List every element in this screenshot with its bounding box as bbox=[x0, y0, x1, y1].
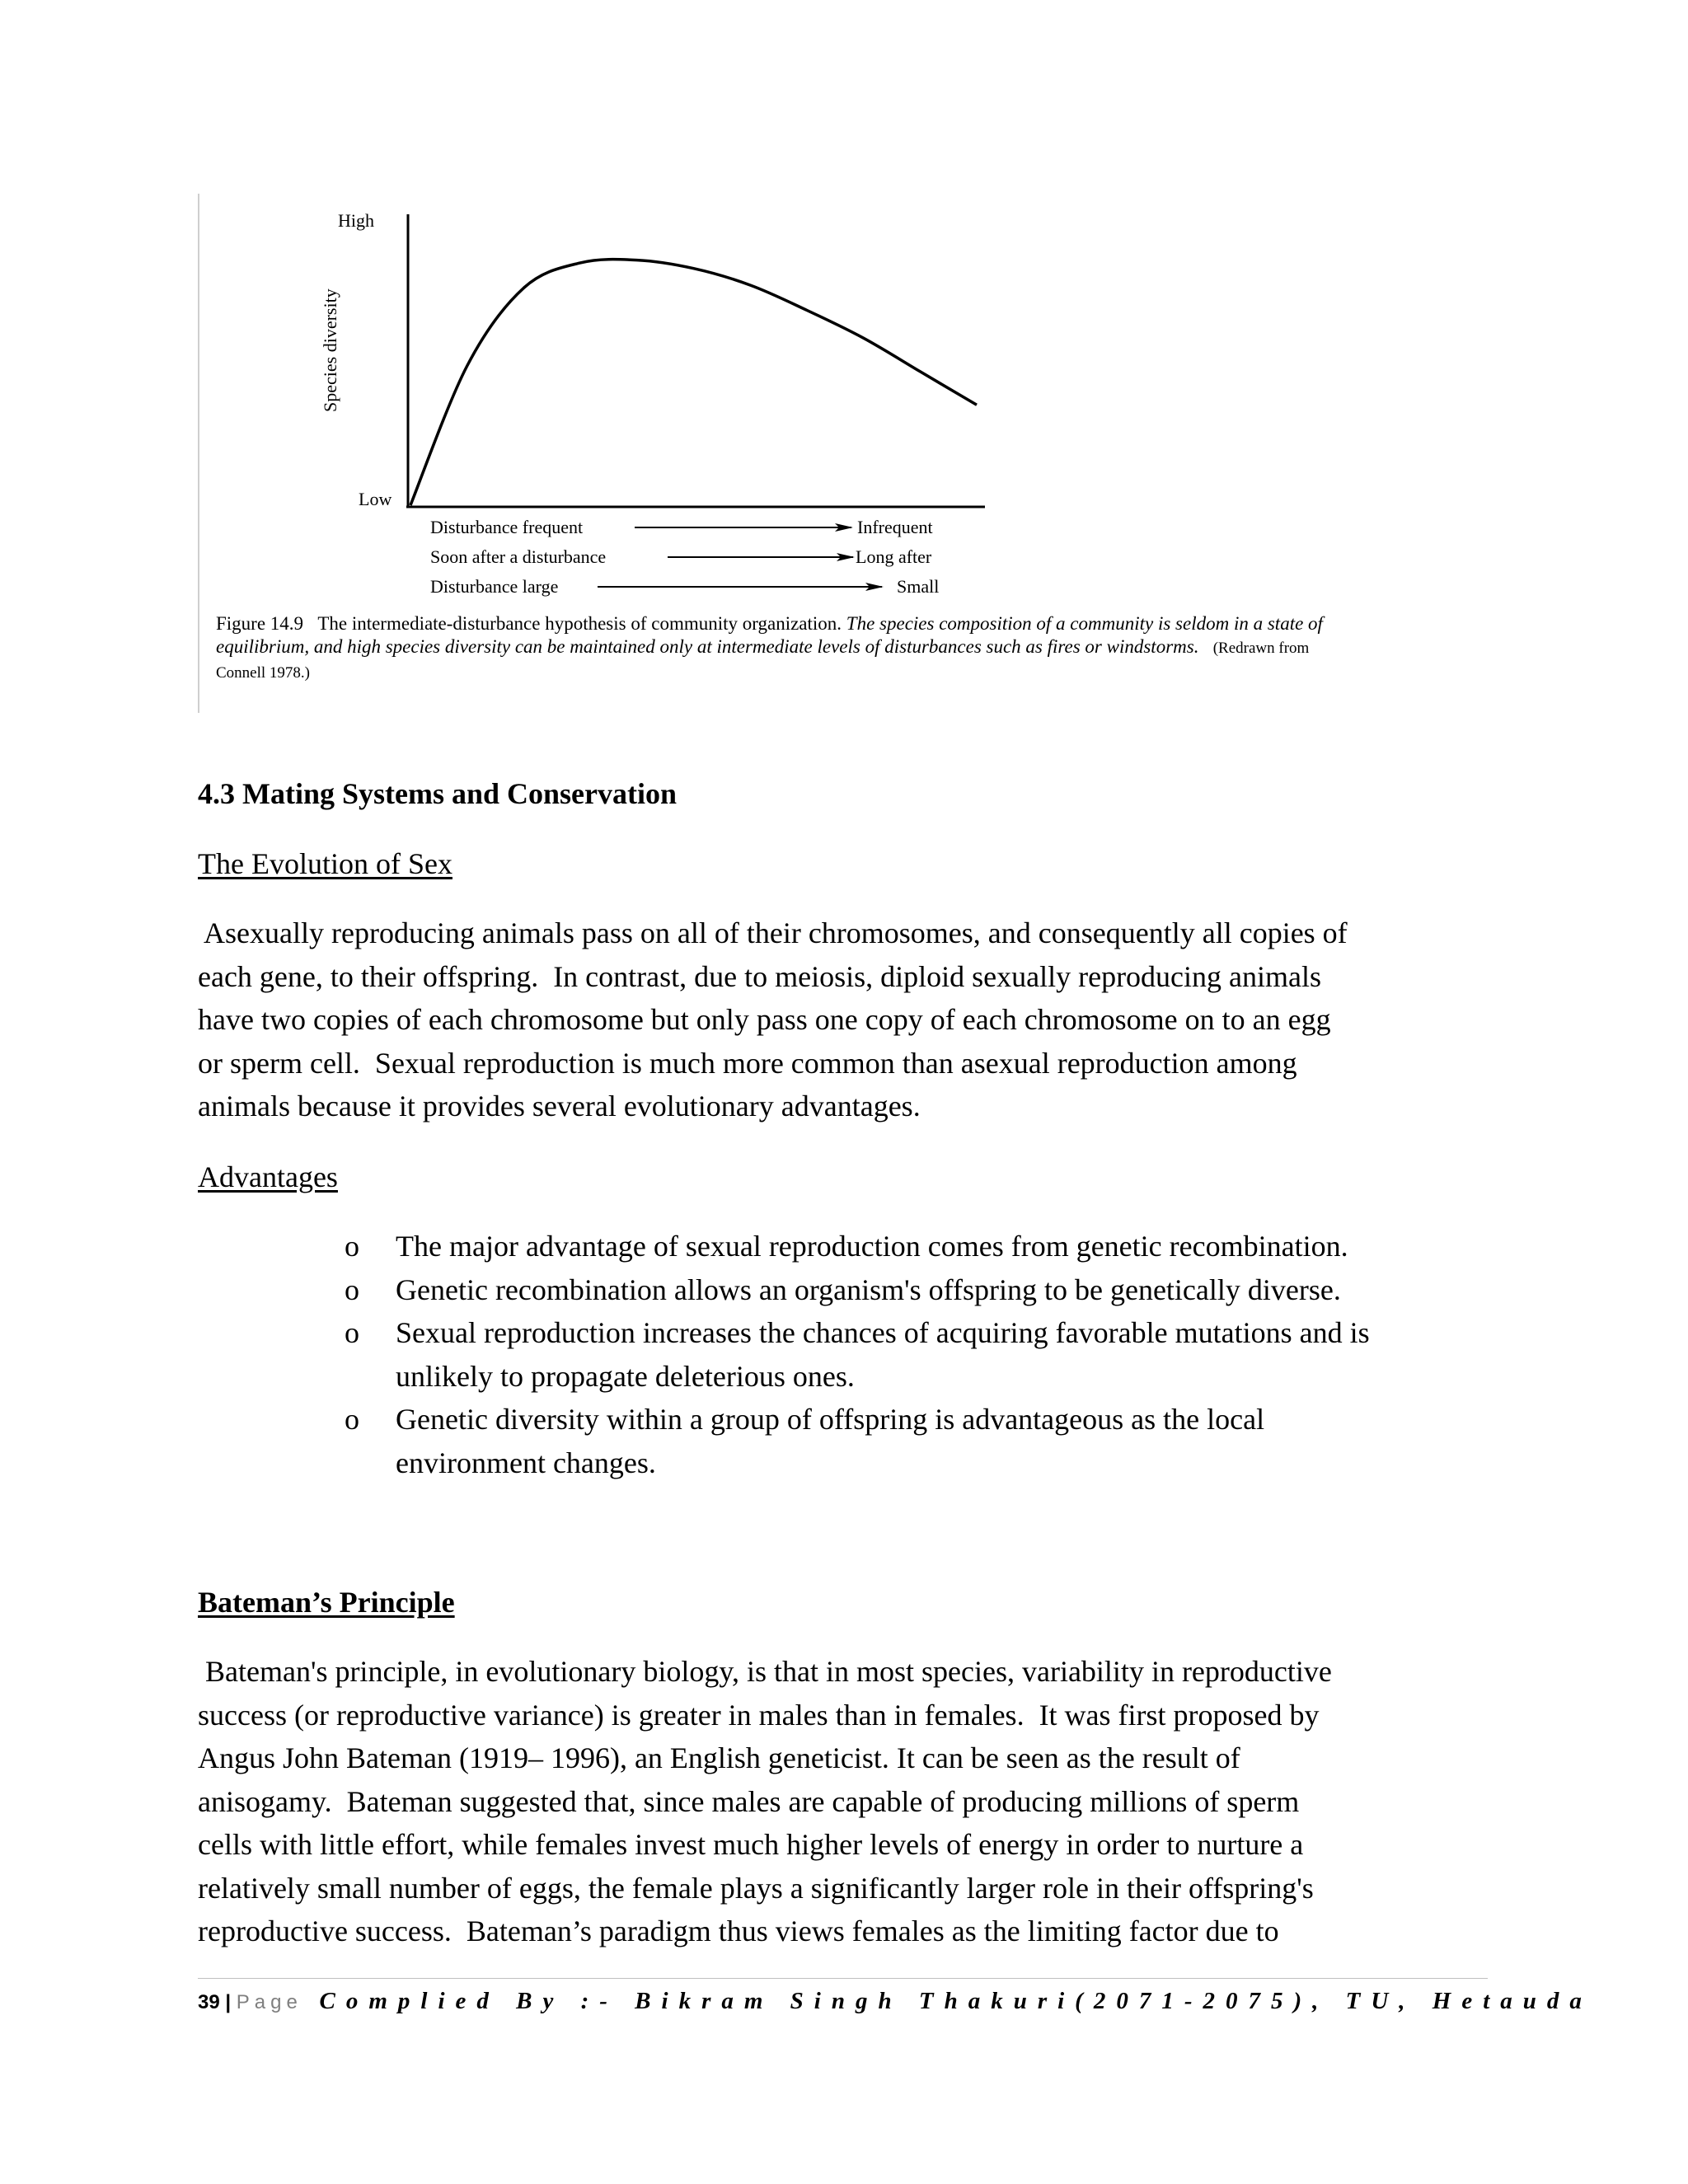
y-axis-title: Species diversity bbox=[320, 288, 340, 412]
footer-credit: Complied By :- Bikram Singh Thakuri(2071-2075), TU, Hetauda bbox=[319, 1988, 1592, 2014]
gradient-left-label: Disturbance large bbox=[430, 576, 559, 597]
evolution-line: each gene, to their offspring. In contrast, due to meiosis, diploid sexually reproducing animals bbox=[198, 959, 1322, 993]
bullet-marker: o bbox=[345, 1316, 359, 1349]
y-high-label: High bbox=[338, 210, 374, 231]
advantage-text: environment changes. bbox=[396, 1446, 656, 1479]
evolution-line: animals because it provides several evolutionary advantages. bbox=[198, 1090, 921, 1122]
bateman-line: success (or reproductive variance) is greater in males than in females. It was first proposed by bbox=[198, 1698, 1320, 1732]
gradient-left-label: Soon after a disturbance bbox=[430, 546, 607, 567]
advantage-item bbox=[345, 1268, 1498, 1312]
bateman-line: Angus John Bateman (1919– 1996), an English geneticist. It can be seen as the result of bbox=[198, 1741, 1240, 1774]
gradient-right-label: Long after bbox=[856, 546, 932, 567]
gradient-left-label: Disturbance frequent bbox=[430, 517, 584, 537]
bateman-line: reproductive success. Bateman’s paradigm thus views females as the limiting factor due to bbox=[198, 1915, 1279, 1947]
advantage-text: unlikely to propagate deleterious ones. bbox=[396, 1359, 855, 1393]
evolution-paragraph bbox=[198, 912, 1484, 1128]
evolution-line: or sperm cell. Sexual reproduction is much more common than asexual reproduction among bbox=[198, 1046, 1297, 1080]
advantage-item bbox=[345, 1225, 1498, 1268]
page-word: Page bbox=[236, 1991, 302, 2013]
bullet-marker: o bbox=[345, 1403, 359, 1436]
bateman-line: Bateman's principle, in evolutionary biology, is that in most species, variability in reproductive bbox=[198, 1655, 1332, 1688]
advantage-item bbox=[345, 1398, 1498, 1484]
bateman-line: cells with little effort, while females invest much higher levels of energy in order to nurture a bbox=[198, 1828, 1304, 1861]
advantages-heading: Advantages bbox=[198, 1160, 338, 1193]
gradient-labels bbox=[430, 517, 939, 597]
bateman-heading: Bateman’s Principle bbox=[198, 1586, 455, 1619]
gradient-right-label: Small bbox=[897, 576, 940, 597]
caption-title: The intermediate-disturbance hypothesis of community organization. bbox=[317, 613, 842, 634]
diversity-curve bbox=[410, 260, 977, 505]
figure bbox=[198, 194, 1323, 721]
bullet-marker: o bbox=[345, 1230, 359, 1263]
advantage-text: Genetic diversity within a group of offspring is advantageous as the local bbox=[396, 1403, 1265, 1436]
evolution-heading: The Evolution of Sex bbox=[198, 847, 452, 880]
bateman-line: relatively small number of eggs, the female plays a significantly larger role in their offspring's bbox=[198, 1871, 1314, 1905]
y-low-label: Low bbox=[359, 489, 392, 509]
bullet-marker: o bbox=[345, 1272, 359, 1306]
bateman-paragraph bbox=[198, 1650, 1484, 1953]
evolution-line: have two copies of each chromosome but only pass one copy of each chromosome on to an egg bbox=[198, 1003, 1331, 1036]
caption-label: Figure 14.9 bbox=[216, 613, 304, 634]
caption-credit: (Redrawn from Connell 1978.) bbox=[216, 640, 1310, 682]
advantage-text: Sexual reproduction increases the chances of acquiring favorable mutations and is bbox=[396, 1316, 1370, 1349]
advantages-list bbox=[345, 1225, 1498, 1484]
advantage-text: Genetic recombination allows an organism's offspring to be genetically diverse. bbox=[396, 1272, 1341, 1306]
advantage-text: The major advantage of sexual reproduction comes from genetic recombination. bbox=[396, 1230, 1348, 1263]
evolution-line: Asexually reproducing animals pass on all of their chromosomes, and consequently all copies of bbox=[198, 916, 1348, 949]
page-footer bbox=[198, 1988, 1592, 2015]
bateman-line: anisogamy. Bateman suggested that, since males are capable of producing millions of sperm bbox=[198, 1784, 1300, 1818]
diversity-chart bbox=[198, 194, 1146, 606]
footer-divider bbox=[198, 1978, 1488, 1979]
figure-caption bbox=[216, 612, 1337, 685]
gradient-right-label: Infrequent bbox=[857, 517, 933, 537]
advantage-item bbox=[345, 1311, 1498, 1398]
page-number: 39 bbox=[198, 1991, 220, 2013]
caption-body: The species composition of a community is seldom in a state of equilibrium, and high species diversity can be maintained only at intermediate levels of disturbances such as fires or windstorms. bbox=[216, 613, 1323, 657]
footer-separator: | bbox=[225, 1991, 232, 2013]
section-heading: 4.3 Mating Systems and Conservation bbox=[198, 777, 678, 810]
